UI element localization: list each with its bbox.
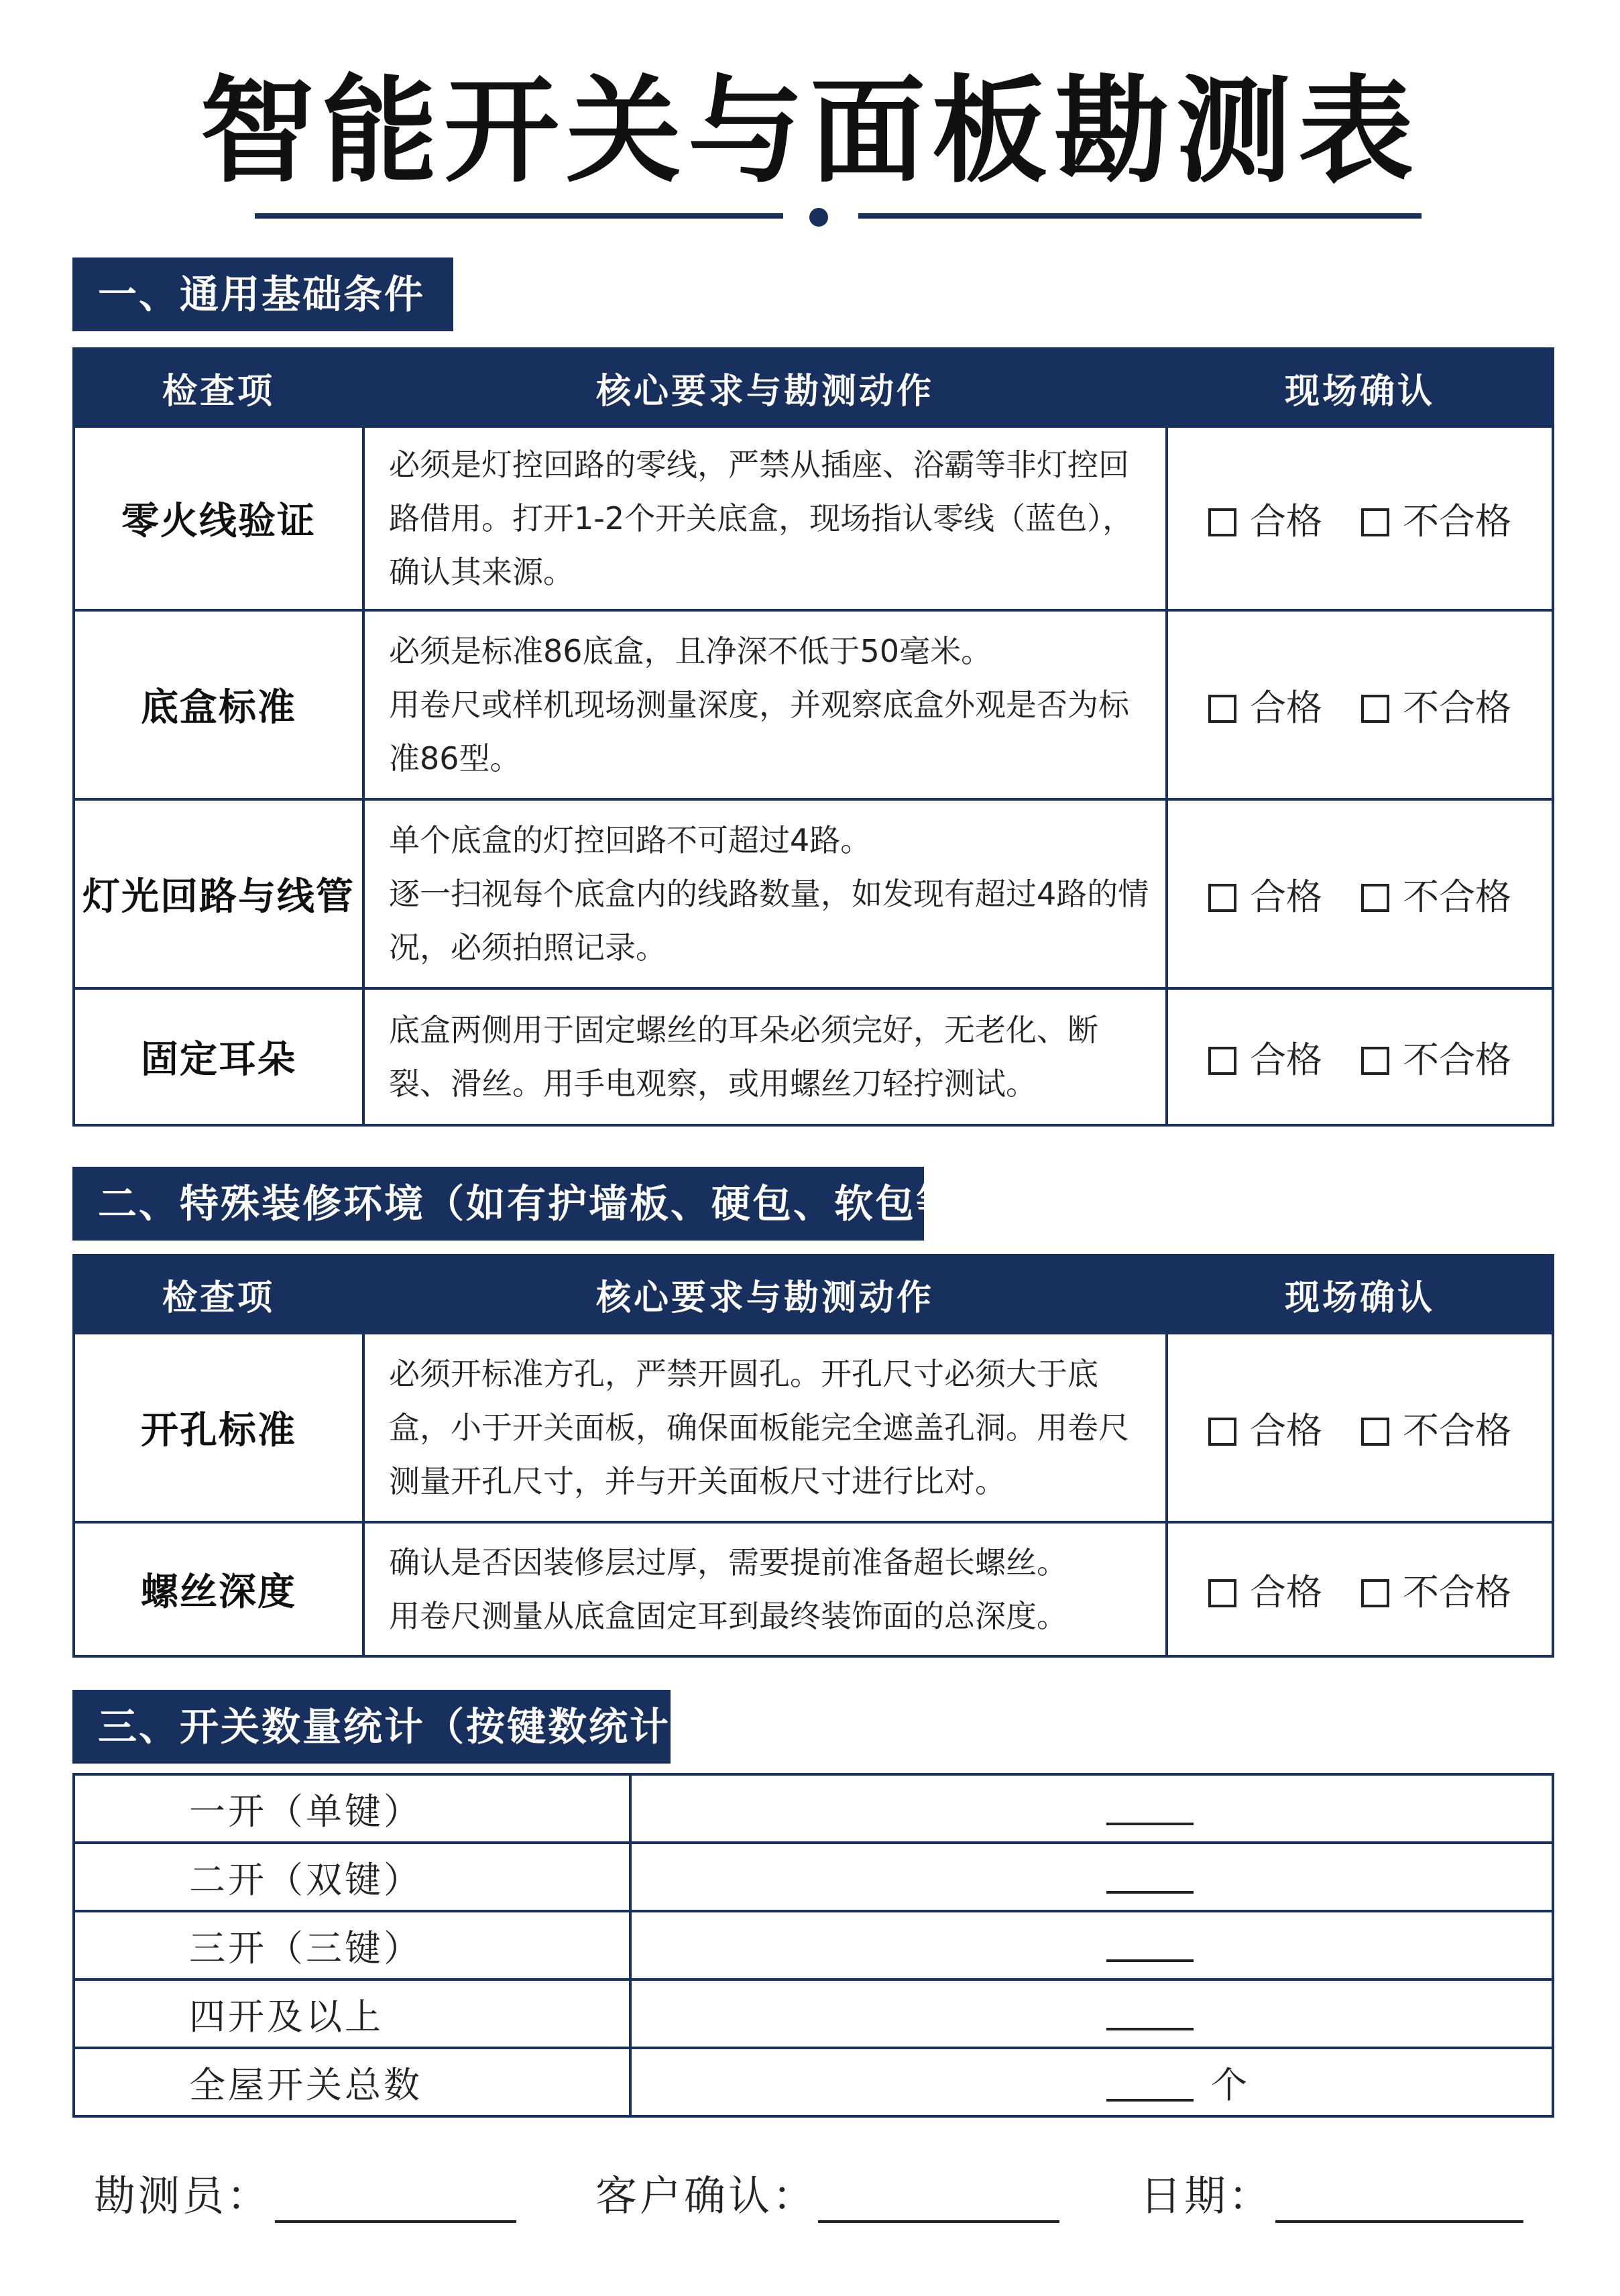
checkbox-icon[interactable]: [1361, 1579, 1389, 1607]
count-value-cell: [630, 1843, 1553, 1911]
surveyor-signature-line[interactable]: [275, 2220, 516, 2223]
count-blank-field[interactable]: [1106, 2000, 1194, 2030]
section1-heading: 一、通用基础条件: [72, 257, 453, 331]
checkbox-icon[interactable]: [1208, 695, 1236, 723]
title-divider-right: [858, 213, 1422, 219]
switch-count-table: [72, 1773, 1554, 2118]
checkbox-icon[interactable]: [1208, 508, 1236, 536]
count-blank-field[interactable]: [1106, 1794, 1194, 1825]
table-row: [74, 1522, 1553, 1656]
count-label: 一开（单键）: [74, 1774, 630, 1843]
count-value-cell: [630, 1979, 1553, 2048]
section1-header-row: [74, 349, 1553, 426]
date-label: 日期：: [1140, 2171, 1273, 2220]
count-blank-field[interactable]: [1106, 1863, 1194, 1894]
title-divider-left: [255, 213, 783, 219]
section1-table: [72, 347, 1554, 1127]
count-value-cell: [630, 1774, 1553, 1843]
pass-option[interactable]: 合格: [1208, 1410, 1322, 1452]
header-confirm: 现场确认: [1167, 349, 1553, 426]
header-requirement: 核心要求与勘测动作: [363, 349, 1167, 426]
count-label: 四开及以上: [74, 1979, 630, 2048]
check-item: 灯光回路与线管: [74, 799, 363, 988]
customer-label: 客户确认：: [595, 2171, 817, 2220]
confirm-cell: [1167, 426, 1553, 610]
fail-option[interactable]: 不合格: [1361, 687, 1511, 729]
requirement-text: 必须是标准86底盒，且净深不低于50毫米。 用卷尺或样机现场测量深度，并观察底盒外观是否为标准86型。: [363, 610, 1167, 799]
checkbox-icon[interactable]: [1361, 508, 1389, 536]
date-line[interactable]: [1275, 2220, 1523, 2223]
section2-table: [72, 1254, 1554, 1658]
title-divider-dot: [809, 208, 828, 227]
checkbox-icon[interactable]: [1208, 1418, 1236, 1446]
fail-option[interactable]: 不合格: [1361, 1039, 1511, 1081]
checkbox-icon[interactable]: [1361, 1418, 1389, 1446]
customer-signature-line[interactable]: [818, 2220, 1059, 2223]
fail-option[interactable]: 不合格: [1361, 1571, 1511, 1613]
pass-option[interactable]: 合格: [1208, 876, 1322, 918]
confirm-cell: [1167, 610, 1553, 799]
count-value-cell: [630, 1911, 1553, 1979]
header-confirm: 现场确认: [1167, 1255, 1553, 1333]
section2-heading: 二、特殊装修环境（如有护墙板、硬包、软包等）: [72, 1167, 924, 1241]
table-row: [74, 988, 1553, 1125]
page-title: 智能开关与面板勘测表: [200, 64, 1420, 198]
checkbox-icon[interactable]: [1208, 1579, 1236, 1607]
count-unit: 个: [1211, 2063, 1247, 2106]
check-item: 开孔标准: [74, 1333, 363, 1522]
section2-header-row: [74, 1255, 1553, 1333]
check-item: 零火线验证: [74, 426, 363, 610]
count-value-cell: [630, 2048, 1553, 2116]
count-label-total: 全屋开关总数: [74, 2048, 630, 2116]
checkbox-icon[interactable]: [1361, 884, 1389, 912]
checkbox-icon[interactable]: [1361, 695, 1389, 723]
table-row: [74, 610, 1553, 799]
table-row: [74, 1774, 1553, 1843]
table-row: [74, 799, 1553, 988]
checkbox-icon[interactable]: [1208, 884, 1236, 912]
count-label: 二开（双键）: [74, 1843, 630, 1911]
requirement-text: 底盒两侧用于固定螺丝的耳朵必须完好，无老化、断裂、滑丝。用手电观察，或用螺丝刀轻拧测试。: [363, 988, 1167, 1125]
table-row: [74, 1333, 1553, 1522]
confirm-cell: [1167, 1333, 1553, 1522]
checkbox-icon[interactable]: [1208, 1047, 1236, 1075]
check-item: 底盒标准: [74, 610, 363, 799]
pass-option[interactable]: 合格: [1208, 1571, 1322, 1613]
table-row: [74, 426, 1553, 610]
count-label: 三开（三键）: [74, 1911, 630, 1979]
requirement-text: 单个底盒的灯控回路不可超过4路。 逐一扫视每个底盒内的线路数量，如发现有超过4路的情况，必须拍照记录。: [363, 799, 1167, 988]
fail-option[interactable]: 不合格: [1361, 1410, 1511, 1452]
table-row: [74, 1911, 1553, 1979]
pass-option[interactable]: 合格: [1208, 500, 1322, 542]
table-row: [74, 2048, 1553, 2116]
fail-option[interactable]: 不合格: [1361, 876, 1511, 918]
confirm-cell: [1167, 988, 1553, 1125]
header-check-item: 检查项: [74, 349, 363, 426]
check-item: 螺丝深度: [74, 1522, 363, 1656]
section3-heading: 三、开关数量统计（按键数统计）: [72, 1690, 671, 1764]
table-row: [74, 1843, 1553, 1911]
count-blank-field[interactable]: [1106, 2071, 1194, 2102]
confirm-cell: [1167, 1522, 1553, 1656]
pass-option[interactable]: 合格: [1208, 1039, 1322, 1081]
header-check-item: 检查项: [74, 1255, 363, 1333]
table-row: [74, 1979, 1553, 2048]
requirement-text: 必须是灯控回路的零线，严禁从插座、浴霸等非灯控回路借用。打开1-2个开关底盒，现场指认零线（蓝色），确认其来源。: [363, 426, 1167, 610]
header-requirement: 核心要求与勘测动作: [363, 1255, 1167, 1333]
fail-option[interactable]: 不合格: [1361, 500, 1511, 542]
requirement-text: 确认是否因装修层过厚，需要提前准备超长螺丝。 用卷尺测量从底盒固定耳到最终装饰面的总深度。: [363, 1522, 1167, 1656]
pass-option[interactable]: 合格: [1208, 687, 1322, 729]
checkbox-icon[interactable]: [1361, 1047, 1389, 1075]
check-item: 固定耳朵: [74, 988, 363, 1125]
requirement-text: 必须开标准方孔，严禁开圆孔。开孔尺寸必须大于底盒，小于开关面板，确保面板能完全遮盖孔洞。用卷尺测量开孔尺寸，并与开关面板尺寸进行比对。: [363, 1333, 1167, 1522]
confirm-cell: [1167, 799, 1553, 988]
surveyor-label: 勘测员：: [94, 2171, 272, 2220]
count-blank-field[interactable]: [1106, 1931, 1194, 1962]
